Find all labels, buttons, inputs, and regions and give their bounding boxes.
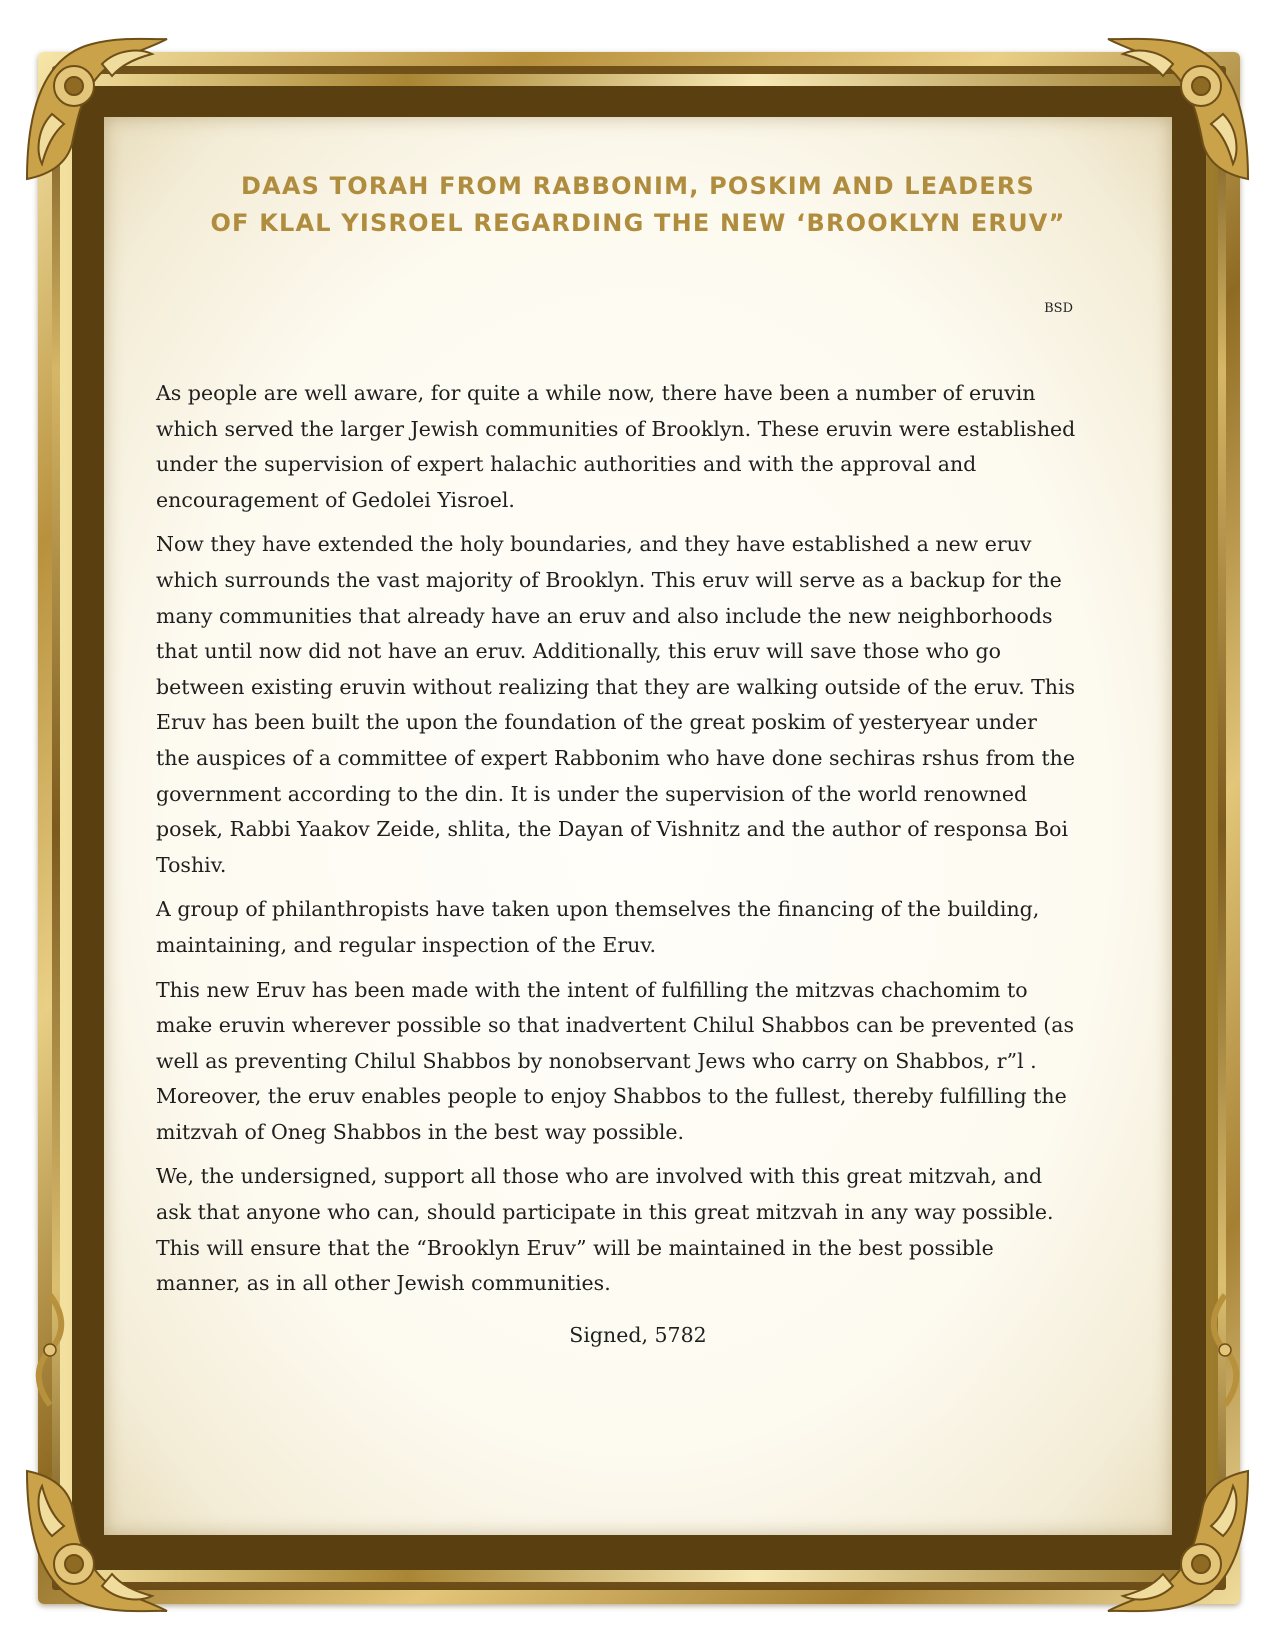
paragraph: As people are well aware, for quite a while now, there have been a number of eruvin which served the larger Jewish communities of Brooklyn. These eruvin were established under the supervision of expert halachic authorities and with the approval and encouragement of Gedolei Yisroel. [156, 381, 1076, 512]
paragraph: This new Eruv has been made with the intent of fulfilling the mitzvas chachomim to make eruvin wherever possible so that inadvertent Chilul Shabbos can be prevented (as well as preventing Chilul Shabbos by nonobservant Jews who carry on Shabbos, r”l . Moreover, the eruv enables people to enjoy Shabbos to the fullest, thereby fulfilling the mitzvah of Oneg Shabbos in the best way possible. [156, 977, 1074, 1144]
document-title [104, 168, 1172, 242]
title-line-1: DAAS TORAH FROM RABBONIM, POSKIM AND LEADERS [240, 172, 1036, 200]
document-body [156, 376, 1076, 1311]
paragraph: Now they have extended the holy boundaries, and they have established a new eruv which surrounds the vast majority of Brooklyn. This eruv will serve as a backup for the many communities that already have an eruv and also include the new neighborhoods that until now did not have an eruv. Additionally, this eruv will save those who go between existing eruvin without realizing that they are walking outside of the eruv. This Eruv has been built the upon the foundation of the great poskim of yesteryear under the auspices of a committee of expert Rabbonim who have done sechiras rshus from the government according to the din. It is under the supervision of the world renowned posek, Rabbi Yaakov Zeide, shlita, the Dayan of Vishnitz and the author of responsa Boi Toshiv. [156, 532, 1076, 877]
title-line-2: OF KLAL YISROEL REGARDING THE NEW ‘BROOKLYN ERUV” [210, 209, 1066, 237]
signature-line: Signed, 5782 [569, 1323, 707, 1347]
bsd-marker: BSD [1044, 301, 1073, 316]
side-scroll-ornament-icon [30, 1290, 70, 1410]
paragraph: We, the undersigned, support all those who are involved with this great mitzvah, and ask that anyone who can, should participate in this great mitzvah in any way possible. This will ensure that the “Brooklyn Eruv” will be maintained in the best possible manner, as in all other Jewish communities. [156, 1164, 1054, 1296]
paragraph: A group of philanthropists have taken upon themselves the financing of the building, maintaining, and regular inspection of the Eruv. [156, 897, 1040, 957]
side-scroll-ornament-icon [1205, 1290, 1245, 1410]
